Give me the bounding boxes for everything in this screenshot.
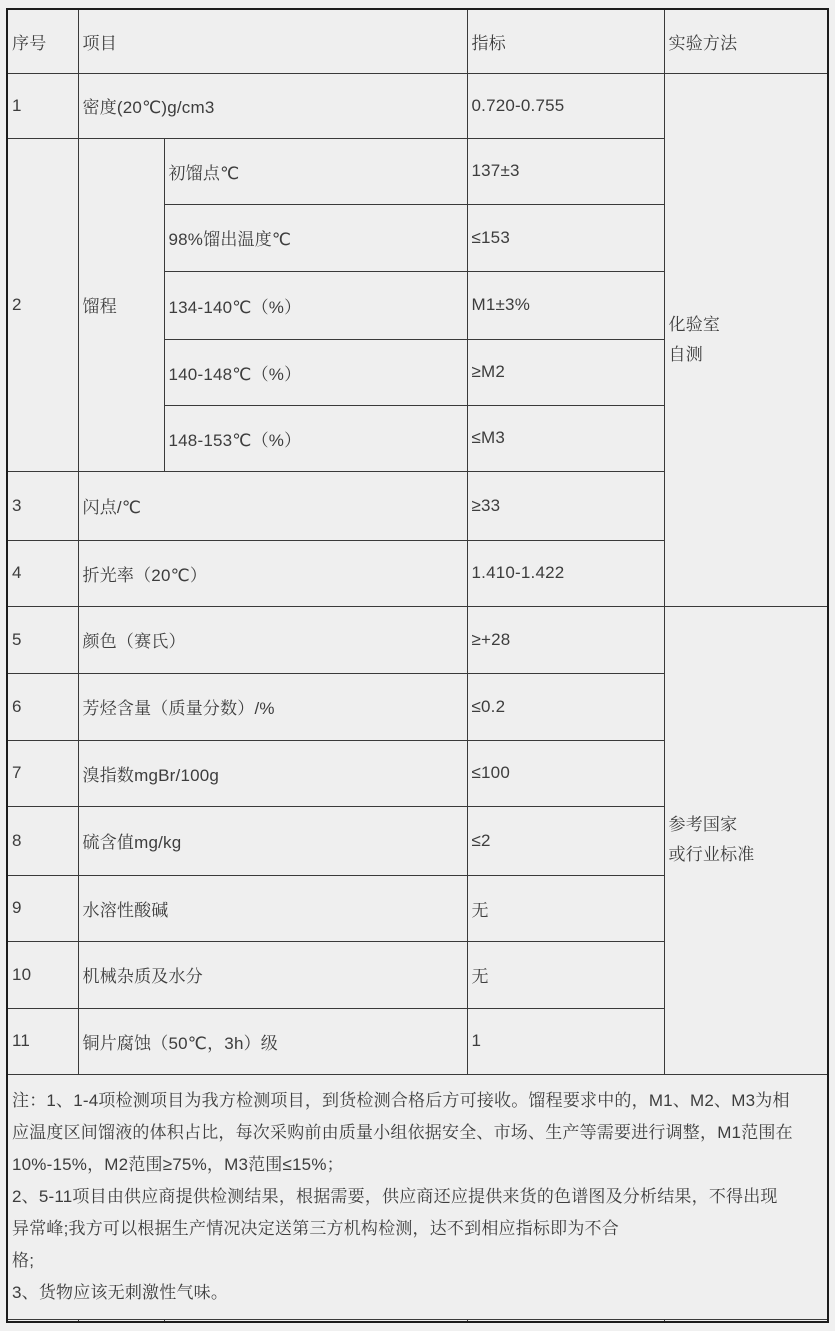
- note-line-1: 注：1、1-4项检测项目为我方检测项目，到货检测合格后方可接收。馏程要求中的，M1、M2、M3为相: [12, 1090, 790, 1110]
- row-10-spec: 无: [467, 941, 664, 1008]
- row-5-item: 颜色（赛氏）: [78, 606, 467, 673]
- note-line-2: 应温度区间馏液的体积占比，每次采购前由质量小组依据安全、市场、生产等需要进行调整，M1范围在: [12, 1122, 793, 1142]
- spacer-cell: [78, 1319, 164, 1322]
- note-line-7: 3、货物应该无刺激性气味。: [12, 1282, 229, 1302]
- row-2-sub-5-item: 148-153℃（%）: [164, 405, 467, 471]
- row-3-item: 闪点/℃: [78, 471, 467, 540]
- row-8-item: 硫含值mg/kg: [78, 806, 467, 875]
- row-1-spec: 0.720-0.755: [467, 73, 664, 138]
- spacer-cell: [664, 1319, 828, 1322]
- row-7-no: 7: [7, 740, 78, 806]
- bottom-spacer-row: [7, 1319, 828, 1322]
- row-1-item: 密度(20℃)g/cm3: [78, 73, 467, 138]
- row-2-no: 2: [7, 138, 78, 471]
- row-11-item: 铜片腐蚀（50℃，3h）级: [78, 1008, 467, 1074]
- spacer-cell: [467, 1319, 664, 1322]
- row-8-spec: ≤2: [467, 806, 664, 875]
- row-7-item: 溴指数mgBr/100g: [78, 740, 467, 806]
- spacer-cell: [7, 1319, 78, 1322]
- row-3-spec: ≥33: [467, 471, 664, 540]
- note-line-3: 10%-15%，M2范围≥75%，M3范围≤15%；: [12, 1154, 344, 1174]
- quality-spec-table: [6, 8, 829, 1323]
- row-4-item: 折光率（20℃）: [78, 540, 467, 606]
- spacer-cell: [164, 1319, 467, 1322]
- row-2-group: 馏程: [78, 138, 164, 471]
- note-line-6: 格;: [12, 1250, 35, 1270]
- row-1-no: 1: [7, 73, 78, 138]
- row-8-no: 8: [7, 806, 78, 875]
- row-7-spec: ≤100: [467, 740, 664, 806]
- row-3-no: 3: [7, 471, 78, 540]
- row-6-item: 芳烃含量（质量分数）/%: [78, 673, 467, 740]
- row-2-sub-1-spec: 137±3: [467, 138, 664, 204]
- row-2-sub-3-spec: M1±3%: [467, 271, 664, 339]
- row-4-no: 4: [7, 540, 78, 606]
- header-method: 实验方法: [664, 9, 828, 73]
- row-9-item: 水溶性酸碱: [78, 875, 467, 941]
- table-row: [7, 606, 828, 673]
- row-2-sub-1-item: 初馏点℃: [164, 138, 467, 204]
- row-6-spec: ≤0.2: [467, 673, 664, 740]
- row-9-spec: 无: [467, 875, 664, 941]
- note-line-5: 异常峰;我方可以根据生产情况决定送第三方机构检测，达不到相应指标即为不合: [12, 1218, 619, 1238]
- note-line-4: 2、5-11项目由供应商提供检测结果，根据需要，供应商还应提供来货的色谱图及分析结果，不得出现: [12, 1186, 778, 1206]
- row-5-spec: ≥+28: [467, 606, 664, 673]
- row-10-no: 10: [7, 941, 78, 1008]
- row-11-spec: 1: [467, 1008, 664, 1074]
- row-2-sub-2-item: 98%馏出温度℃: [164, 204, 467, 271]
- method-standard-line2: 或行业标准: [668, 845, 755, 864]
- row-2-sub-5-spec: ≤M3: [467, 405, 664, 471]
- method-standard-line1: 参考国家: [668, 815, 738, 834]
- row-5-no: 5: [7, 606, 78, 673]
- row-2-sub-4-spec: ≥M2: [467, 339, 664, 405]
- row-10-item: 机械杂质及水分: [78, 941, 467, 1008]
- row-2-sub-2-spec: ≤153: [467, 204, 664, 271]
- method-standard-cell: [664, 606, 828, 1074]
- row-11-no: 11: [7, 1008, 78, 1074]
- row-4-spec: 1.410-1.422: [467, 540, 664, 606]
- notes-row: [7, 1074, 828, 1319]
- row-2-sub-3-item: 134-140℃（%）: [164, 271, 467, 339]
- table-row: [7, 73, 828, 138]
- header-seq: 序号: [7, 9, 78, 73]
- row-2-sub-4-item: 140-148℃（%）: [164, 339, 467, 405]
- row-6-no: 6: [7, 673, 78, 740]
- method-lab-cell: [664, 73, 828, 606]
- method-lab-line2: 自测: [668, 344, 703, 364]
- header-item: 项目: [78, 9, 467, 73]
- notes-cell: [7, 1074, 828, 1319]
- header-spec: 指标: [467, 9, 664, 73]
- method-lab-line1: 化验室: [668, 314, 721, 334]
- row-9-no: 9: [7, 875, 78, 941]
- header-row: [7, 9, 828, 73]
